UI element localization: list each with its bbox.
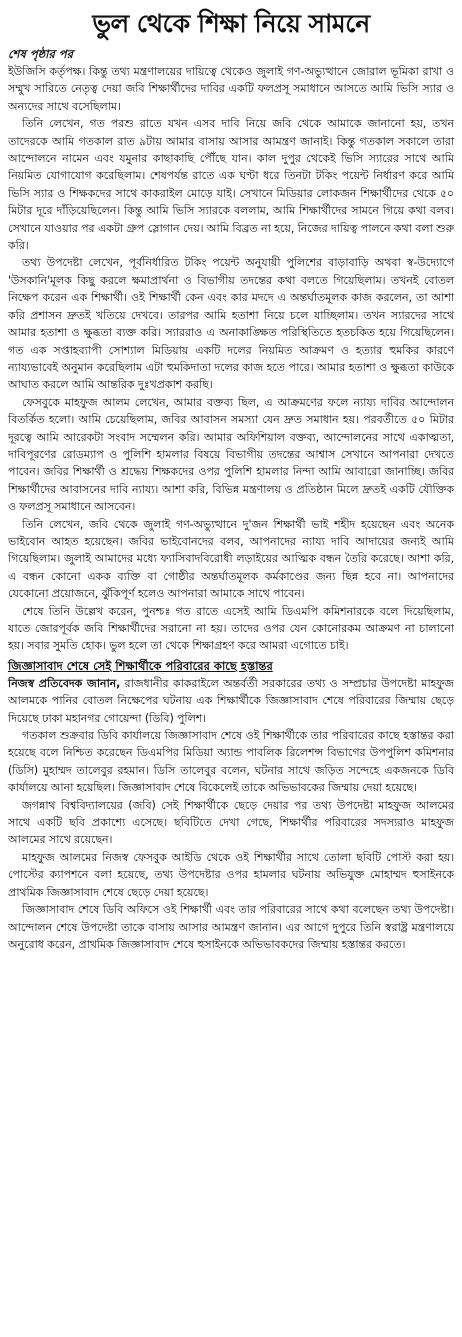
paragraph-2: তিনি লেখেন, গত পরশু রাতে যখন এসব দাবি নিয়ে জবি থেকে আমাকে জানানো হয়, তখন তাদেরকে আমি গতকাল রাত ৯টায় আমার বাসায় আসার আমন্ত্রণ জানাই। কিন্তু গতকাল সকালে তারা আন্দোলনে নামেন এবং যমুনার কাছাকাছি পৌঁছে যান। কাল দুপুর থেকেই ভিসি স্যারের সাথে আমি নিয়মিত যোগাযোগ করেছিলাম। শেষপর্যন্ত রাতে এক ঘণ্টা ধরে তিনটা টকিং পয়েন্ট নির্ধারণ করে আমি ভিসি স্যার ও শিক্ষকদের সাথে কাকরাইল মোড়ে যাই। সেখানে মিডিয়ার লোকজন শিক্ষার্থীদের থেকে ৫০ মিটার দূরে দাঁড়িয়েছিলেন। কিন্তু আমি ভিসি স্যারকে বললাম, আমি শিক্ষার্থীদের সামনে গিয়ে কথা বলব। সেখানে যাওয়ার পর একটা গ্রুপ স্লোগান দেয়। আমি বিব্রত না হয়ে, নিজের দায়িত্ব পালনে কথা বলা শুরু করি। bbox=[8, 117, 454, 253]
reporter-credit: নিজস্ব প্রতিবেদক জানান, bbox=[8, 676, 121, 690]
paragraph-1: ইউজিসি কর্তৃপক্ষ। কিন্তু তথ্য মন্ত্রণালয়ের দায়িত্বে থেকেও জুলাই গণ-অভ্যুত্থানে জোরাল ভূমিকা রাখা ও সম্মুখ সারিতে নেতৃত্ব দেয়া জবি শিক্ষার্থীদের দাবির একটি ফলপ্রসূ সমাধানে আসতে আমি ভিসি স্যার ও অন্যদের সাথে বসেছিলাম। bbox=[8, 65, 454, 113]
lead-text: রাজধানীর কাকরাইলে অন্তর্বর্তী সরকারের তথ্য ও সম্প্রচার উপদেষ্টা মাহফুজ আলমকে পানির বোতল নিক্ষেপের ঘটনায় এক শিক্ষার্থীকে জিজ্ঞাসাবাদ শেষে পরিবারের জিম্মায় ছেড়ে দিয়েছে ঢাকা মহানগর গোয়েন্দা (ডিবি) পুলিশ। bbox=[8, 676, 454, 725]
paragraph-6: শেষে তিনি উল্লেখ করেন, পুনশ্চঃ গত রাতে এসেই আমি ডিএমপি কমিশনারকে বলে দিয়েছিলাম, যাতে জোরপূর্বক জবি শিক্ষার্থীদের সরানো না হয়। তাদের ওপর যেন কোনোরকম আক্রমণ না চালানো হয়। সবার সুমতি হোক। ভুল হলে তা থেকে শিক্ষাগ্রহণ করে আমরা এগোতে চাই। bbox=[8, 604, 454, 653]
paragraph-3: তথ্য উপদেষ্টা লেখেন, পূর্বনির্ধারিত টকিং পয়েন্ট অনুযায়ী পুলিশের বাড়াবাড়ি অথবা স্ব-উদ্যোগে 'উসকানি'মূলক কিছু করলে ক্ষমাপ্রার্থনা ও বিভাগীয় তদন্তের কথা বলতে গিয়েছিলাম। তখনই বোতল নিক্ষেপ করেন এক শিক্ষার্থী। ওই শিক্ষার্থী কেন এবং কার মদদে এ অন্তর্ঘাতমূলক কাজ করলেন, তা আশা করি প্রশাসন দ্রুতই খতিয়ে দেখবে। তারপর আমি হতাশা নিয়ে চলে যাচ্ছিলাম। তখন স্যারদের সাথে আমার হতাশা ও ক্ষুব্ধতা ব্যক্ত করি। স্যাররাও এ অনাকাঙ্ক্ষিত পরিস্থিতিতে হতচকিত হয়ে গিয়েছিলেন। গত এক সপ্তাহব্যাপী সোশ্যাল মিডিয়ায় একটি দলের নিয়মিত আক্রমণ ও হত্যার হুমকির কারণে ন্যায্যভাবেই অনুমান করেছিলাম এটা হুমকিদাতা দলের কাজ হতে পারে। আমার হতাশা ও ক্ষুব্ধতা কাউকে আঘাত করলে আমি আন্তরিক দুঃখপ্রকাশ করছি। bbox=[8, 256, 454, 392]
lead-paragraph bbox=[8, 675, 454, 727]
paragraph-5: তিনি লেখেন, জবি থেকে জুলাই গণ-অভ্যুত্থানে দু'জন শিক্ষার্থী ভাই শহীদ হয়েছেন এবং অনেক ভাইবোন আহত হয়েছেন। জবির ভাইবোনদের বলব, আপনাদের ন্যায্য দাবি আদায়ের জন্যই আমি গিয়েছিলাম। জুলাই আমাদের মধ্যে ফ্যাসিবাদবিরোধী লড়াইয়ের আত্মিক বন্ধন তৈরি করেছে। আশা করি, এ বন্ধন কোনো একক ব্যক্তি বা গোষ্ঠীর অন্তর্ঘাতমূলক কর্মকাণ্ডের জন্য ছিন্ন হবে না। আপনাদের যেকোনো প্রয়োজনে, ঝুঁকিপূর্ণ হলেও আপনারা আমাকে সাথে পাবেন। bbox=[8, 517, 454, 601]
continued-from-last-page: শেষ পৃষ্ঠার পর bbox=[8, 47, 73, 61]
subheading: জিজ্ঞাসাবাদ শেষে সেই শিক্ষার্থীকে পরিবারের কাছে হস্তান্তর bbox=[8, 658, 273, 673]
paragraph-4: ফেসবুকে মাহফুজ আলম লেখেন, আমার বক্তব্য ছিল, এ আক্রমণের ফলে ন্যায্য দাবির আন্দোলন বিতর্কিত হলো। আমি চেয়েছিলাম, জবির আবাসন সমস্যা যেন দ্রুত সমাধান হয়। পরবর্তীতে ৫০ মিটার দূরত্বে আমি আরেকটা সংবাদ সম্মেলন করি। আমার অফিশিয়াল বক্তব্য, আন্দোলনের সাথে একাত্মতা, দাবিপূরণের রোডম্যাপ ও পুলিশি হামলার বিষয়ে বিভাগীয় তদন্তের আশ্বাস সেখানে আপনারা দেখতে পাবেন। জবির শিক্ষার্থী ও শ্রদ্ধেয় শিক্ষকদের ওপর পুলিশি হামলার নিন্দা আমি আবারো জানাচ্ছি। জবির শিক্ষার্থীদের আবাসনের দাবি ন্যায্য। আশা করি, বিভিন্ন মন্ত্রণালয় ও প্রতিষ্ঠান মিলে দ্রুতই একটি যৌক্তিক ও ফলপ্রসূ সমাধানে আসবেন। bbox=[8, 395, 454, 514]
paragraph-10: জিজ্ঞাসাবাদ শেষে ডিবি অফিসে ওই শিক্ষার্থী এবং তার পরিবারের সাথে কথা বলেছেন তথ্য উপদেষ্টা। আন্দোলন শেষে উপদেষ্টা তাকে বাসায় আসার আমন্ত্রণ জানান। এর আগে দুপুরে তিনি স্বরাষ্ট্র মন্ত্রণালয়ে অনুরোধ করেন, প্রাথমিক জিজ্ঞাসাবাদ শেষে হুসাইনকে অভিভাবকদের জিম্মায় হস্তান্তর করতে। bbox=[8, 903, 454, 951]
paragraph-7: গতকাল শুক্রবার ডিবি কার্যালয়ে জিজ্ঞাসাবাদ শেষে ওই শিক্ষার্থীকে তার পরিবারের কাছে হস্তান্তর করা হয়েছে বলে নিশ্চিত করেছেন ডিএমপির মিডিয়া অ্যান্ড পাবলিক রিলেশন্স বিভাগের উপপুলিশ কমিশনার (ডিসি) মুহাম্মদ তালেবুর রহমান। ডিসি তালেবুর বলেন, ঘটনার সাথে জড়িত সন্দেহে একজনকে ডিবি কার্যালয়ে আনা হয়েছিল। জিজ্ঞাসাবাদ শেষে বিকেলেই তাকে অভিভাবকের জিম্মায় দেয়া হয়েছে। bbox=[8, 729, 454, 795]
paragraph-9: মাহফুজ আলমের নিজস্ব ফেসবুক আইডি থেকে ওই শিক্ষার্থীর সাথে তোলা ছবিটি পোস্ট করা হয়। পোস্টের ক্যাপশনে বলা হয়েছে, তথ্য উপদেষ্টার ওপর হামলার ঘটনায় অভিযুক্ত মোহাম্মদ হুসাইনকে প্রাথমিক জিজ্ঞাসাবাদ শেষে ছেড়ে দেয়া হয়েছে। bbox=[8, 850, 454, 899]
paragraph-8: জগন্নাথ বিশ্ববিদ্যালয়ের (জবি) সেই শিক্ষার্থীকে ছেড়ে দেয়ার পর তথ্য উপদেষ্টা মাহফুজ আলমের সাথে একটি ছবি প্রকাশ্যে এসেছে। ছবিটিতে দেখা গেছে, শিক্ষার্থীর পরিবারের সদস্যরাও মাহফুজ আলমের সাথে রয়েছেন। bbox=[8, 798, 454, 847]
headline: ভুল থেকে শিক্ষা নিয়ে সামনে bbox=[92, 9, 370, 38]
